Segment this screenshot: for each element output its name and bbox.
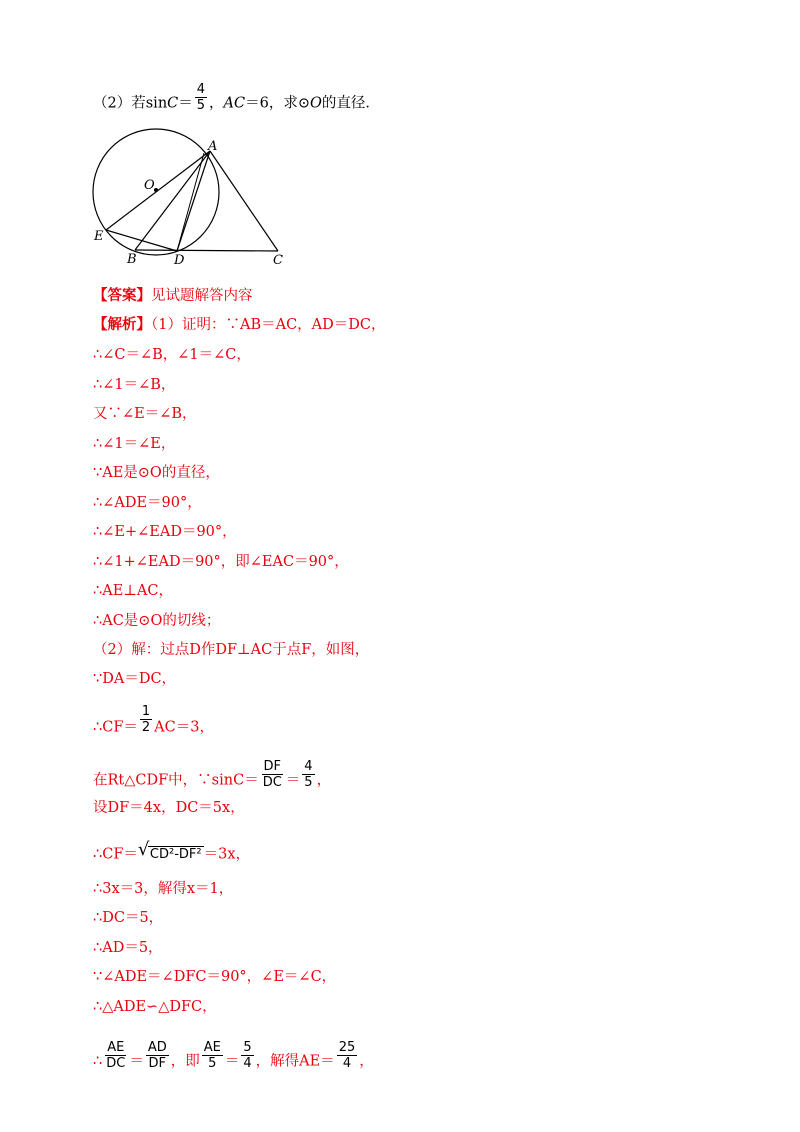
analysis-line-10: ∴AC是⊙O的切线； — [93, 613, 221, 629]
label-e: E — [94, 229, 104, 244]
last-fraction-2 — [146, 1040, 169, 1071]
last-f1-den: DC — [106, 1056, 126, 1071]
cf-denominator: 2 — [141, 720, 151, 735]
last-line — [93, 1040, 374, 1077]
question-part-label: （2）若 — [93, 95, 146, 112]
last-end: ， — [359, 1053, 374, 1070]
cf-line — [93, 704, 214, 743]
cf-suffix: AC＝3， — [154, 719, 214, 736]
label-b: B — [127, 252, 137, 267]
rt-prefix: 在Rt△CDF中，∵sinC＝ — [93, 772, 259, 789]
last-eq1: ＝ — [129, 1053, 144, 1070]
analysis2-line-2: ∴AD＝5， — [93, 940, 163, 956]
cf2-line — [93, 839, 250, 864]
analysis-line-4: ∴∠1＝∠E， — [93, 436, 176, 452]
last-f4-den: 4 — [243, 1056, 252, 1071]
var-c: C — [167, 95, 179, 112]
analysis2-line-0: ∴3x＝3，解得x＝1， — [93, 881, 234, 897]
question-tail: 的直径． — [321, 95, 380, 112]
rt-line — [93, 759, 332, 796]
analysis-line-8: ∴∠1+∠EAD＝90°，即∠EAC＝90°， — [93, 554, 349, 570]
last-fraction-1 — [104, 1040, 127, 1071]
sqrt-radicand: CD²-DF² — [149, 847, 202, 862]
label-d: D — [174, 253, 185, 268]
ac-value: ＝6，求 — [245, 95, 298, 112]
fraction-denominator: 5 — [196, 98, 206, 113]
rt-fraction-1 — [261, 759, 284, 790]
cf-fraction — [140, 704, 152, 735]
analysis2-line-3: ∵∠ADE＝∠DFC＝90°，∠E＝∠C， — [93, 969, 337, 985]
last-fraction-5 — [337, 1040, 358, 1071]
segment-ac — [210, 151, 278, 251]
analysis-line-12: ∵DA＝DC， — [93, 671, 177, 687]
var-o: O — [310, 95, 322, 112]
last-f4-num: 5 — [243, 1040, 252, 1055]
last-eq2: ＝ — [224, 1053, 240, 1070]
analysis-line-6: ∴∠ADE＝90°， — [93, 495, 202, 511]
answer-line — [93, 287, 253, 305]
rt-suffix: ， — [316, 772, 332, 789]
last-fraction-4 — [241, 1040, 253, 1071]
analysis-tag: 【解析】 — [93, 316, 151, 333]
set-line: 设DF＝4x，DC＝5x， — [93, 800, 245, 816]
label-c: C — [273, 253, 283, 268]
last-mid: ，即 — [170, 1053, 200, 1070]
last-f1-num: AE — [107, 1040, 125, 1055]
sin-label: sin — [145, 95, 168, 112]
label-a: A — [208, 139, 218, 154]
last-f5-den: 4 — [342, 1056, 352, 1071]
rt-fraction-2 — [302, 759, 314, 790]
sqrt-icon: √ — [137, 839, 150, 860]
last-f3-den: 5 — [208, 1056, 217, 1071]
circle-symbol: ⊙ — [297, 95, 311, 112]
last-f2-den: DF — [148, 1056, 167, 1071]
comma: ， — [209, 95, 224, 112]
segment-ae — [106, 151, 210, 230]
last-prefix: ∴ — [93, 1053, 103, 1070]
segment-ab — [135, 151, 210, 250]
rt-numerator-2: 4 — [304, 759, 313, 774]
var-ac: AC — [223, 95, 246, 112]
analysis-line-9: ∴AE⊥AC， — [93, 583, 173, 599]
fraction-numerator: 4 — [196, 82, 206, 97]
answer-text: 见试题解答内容 — [151, 288, 253, 304]
analysis-line-7: ∴∠E+∠EAD＝90°， — [93, 524, 237, 540]
analysis-line-0 — [93, 316, 385, 334]
analysis-line-5: ∵AE是⊙O的直径， — [93, 465, 220, 481]
rt-numerator: DF — [263, 759, 281, 774]
cf-prefix: ∴CF＝ — [93, 719, 138, 736]
analysis2-line-1: ∴DC＝5， — [93, 910, 164, 926]
last-solve: ，解得AE＝ — [255, 1053, 335, 1070]
cf2-suffix: ＝3x， — [203, 846, 250, 863]
analysis2-line-4: ∴△ADE∽△DFC， — [93, 999, 217, 1015]
sqrt-expression — [137, 839, 204, 864]
last-f5-num: 25 — [338, 1040, 356, 1055]
label-o: O — [144, 178, 155, 193]
analysis-line-2: ∴∠1＝∠B， — [93, 377, 176, 393]
rt-denominator-2: 5 — [304, 775, 313, 790]
rt-denominator: DC — [262, 775, 282, 790]
segment-bc — [135, 250, 278, 251]
last-f3-num: AE — [203, 1040, 221, 1055]
analysis-line-1: ∴∠C＝∠B，∠1＝∠C， — [93, 347, 251, 363]
last-fraction-3 — [202, 1040, 223, 1071]
cf2-prefix: ∴CF＝ — [93, 846, 138, 863]
segment-ad — [177, 151, 210, 251]
cf-numerator: 1 — [141, 704, 151, 719]
analysis-text-0: （1）证明：∵AB＝AC，AD＝DC， — [151, 317, 386, 333]
equals-sign: ＝ — [178, 95, 193, 112]
analysis-line-11: （2）解：过点D作DF⊥AC于点F，如图， — [93, 642, 370, 658]
analysis-line-3: 又∵∠E＝∠B， — [93, 406, 197, 422]
last-f2-num: AD — [147, 1040, 167, 1055]
rt-equals: ＝ — [285, 772, 301, 789]
answer-tag: 【答案】 — [93, 287, 151, 304]
